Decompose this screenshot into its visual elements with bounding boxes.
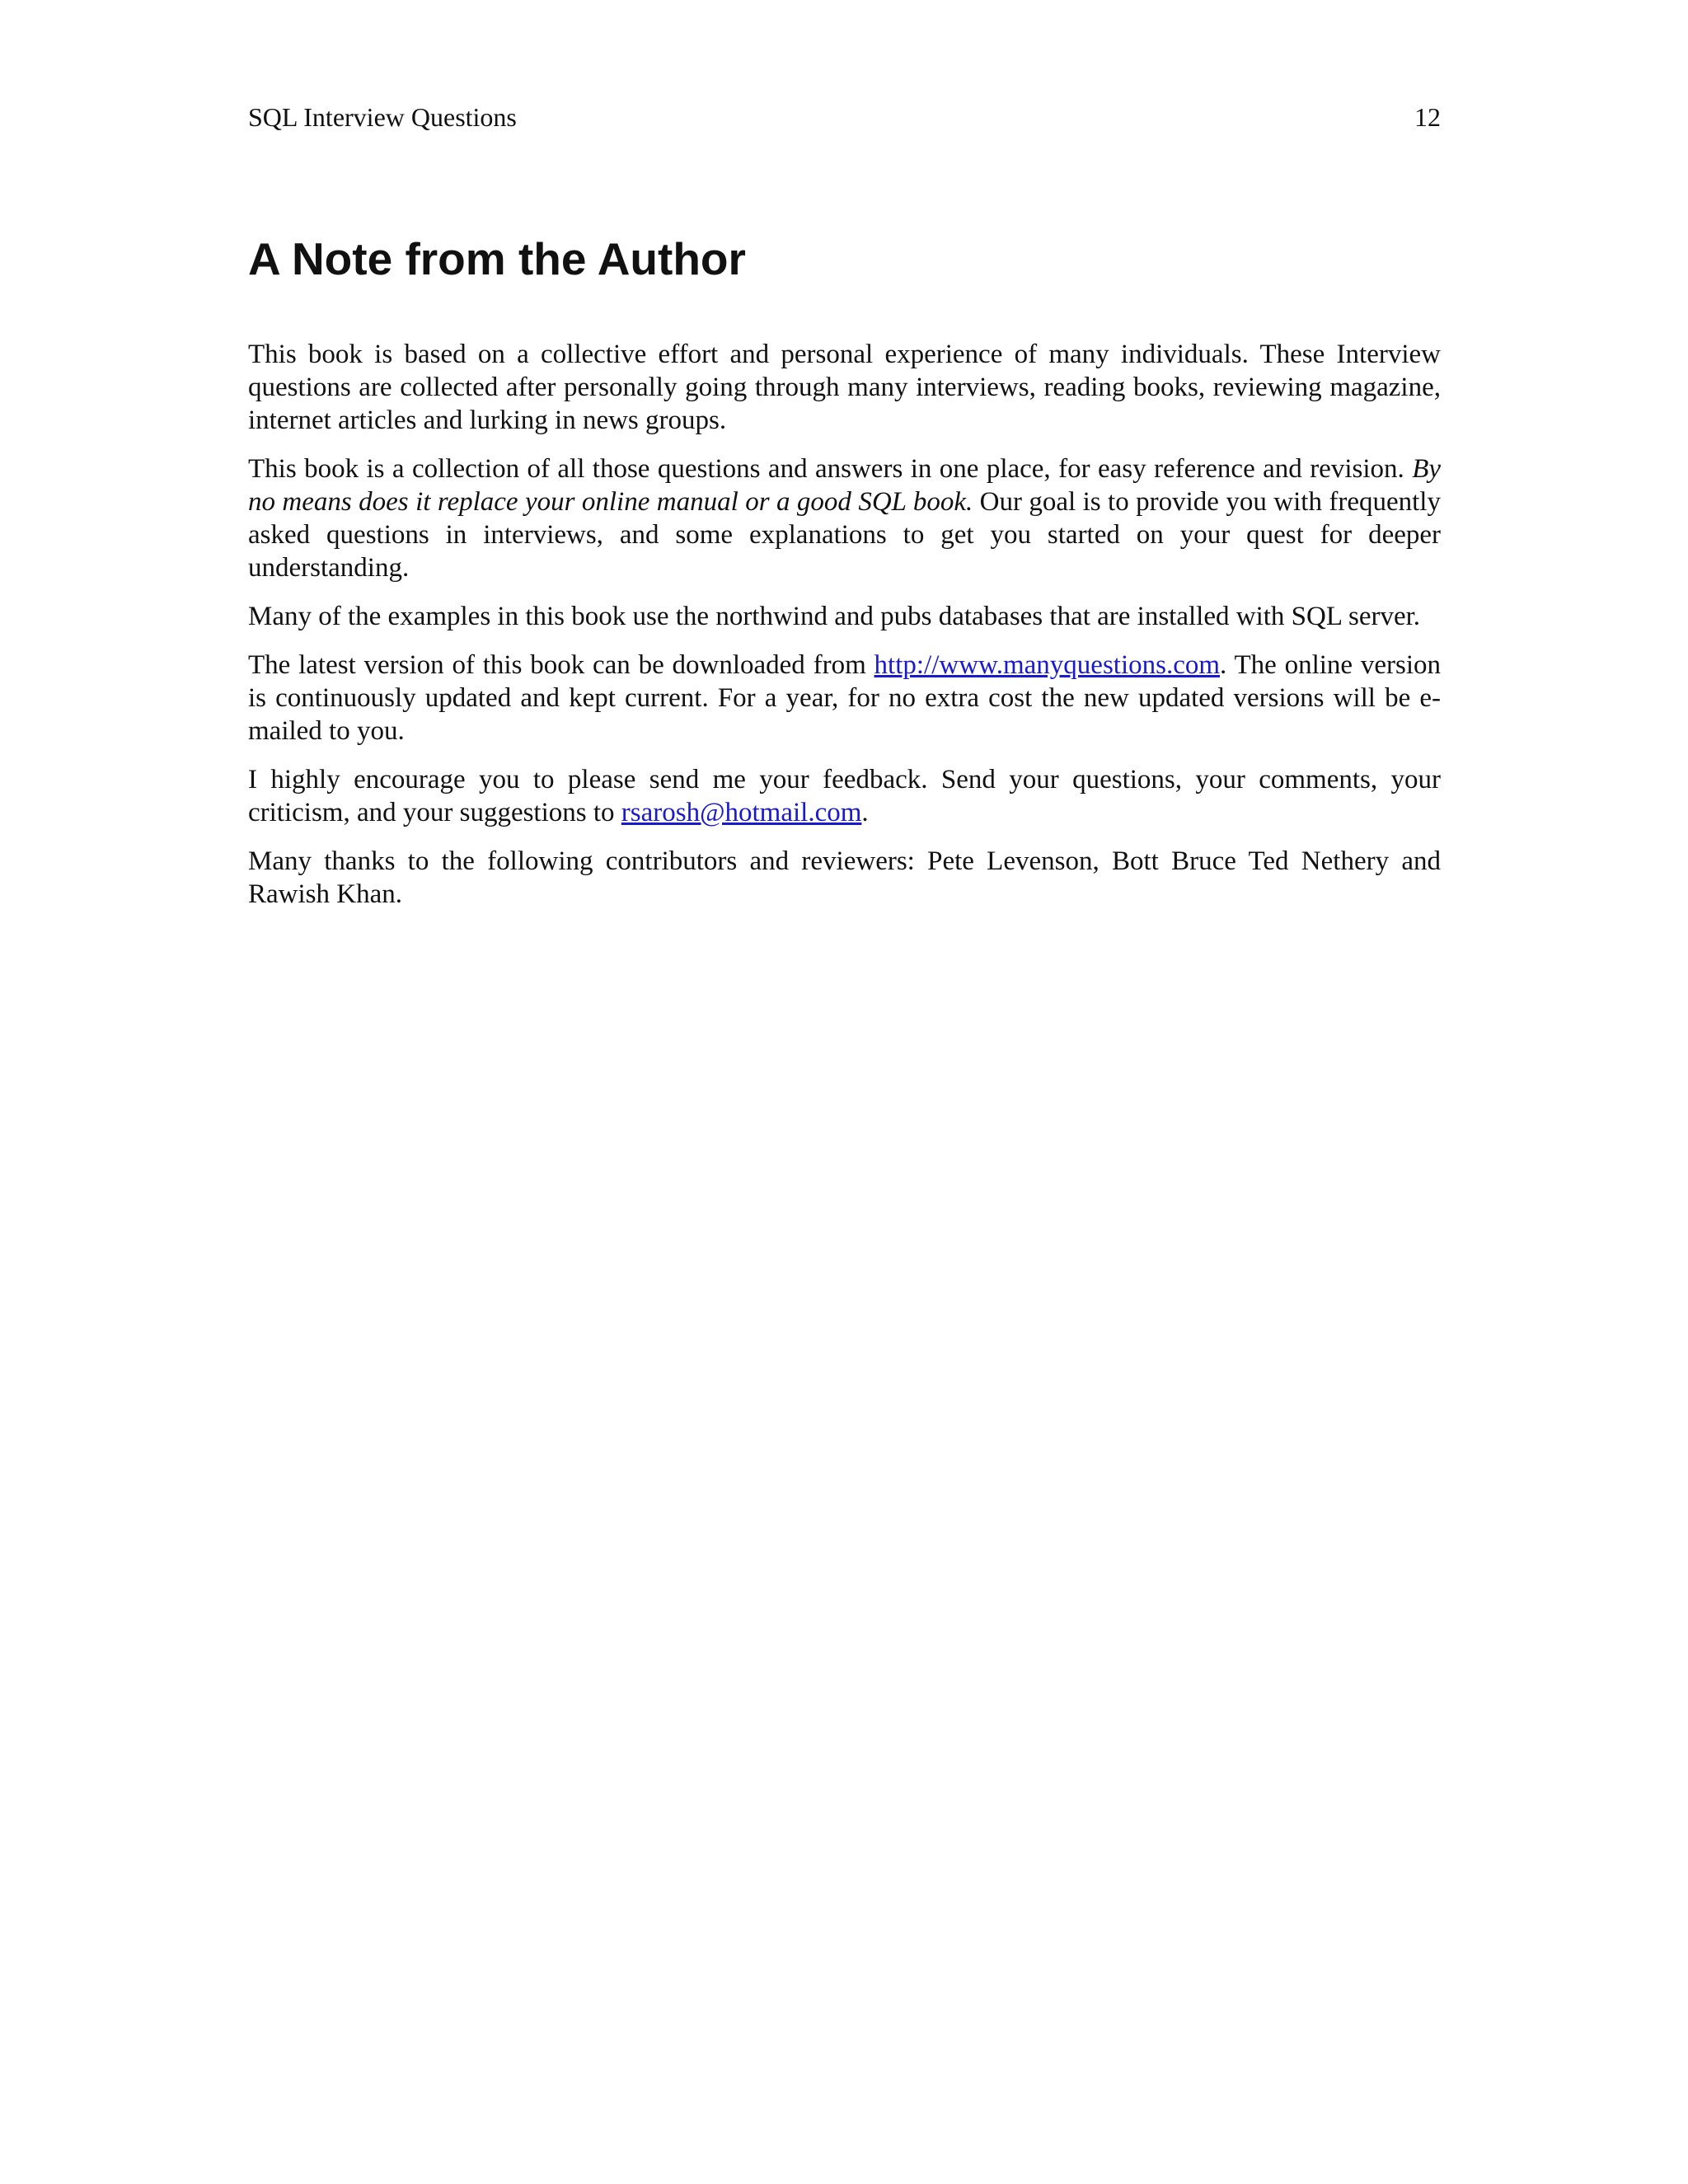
- paragraph-collection-text-end: Our goal is to provide you with frequently asked questions in interviews, and some explanations to get you started on your quest for deeper understanding.: [248, 487, 1441, 583]
- header-title: SQL Interview Questions: [248, 102, 517, 132]
- paragraph-thanks: Many thanks to the following contributors and reviewers: Pete Levenson, Bott Bruce Ted Nethery and Rawish Khan.: [248, 846, 1441, 909]
- paragraph-collection: [248, 452, 1441, 584]
- paragraph-intro: This book is based on a collective effort and personal experience of many individuals. These Interview questions are collected after personally going through many interviews, reading books, reviewing magazine, internet articles and lurking in news groups.: [248, 340, 1441, 435]
- paragraph-collection-italic: By no means does it replace your online manual or a good SQL book.: [248, 454, 1441, 517]
- paragraph-feedback: [248, 763, 1441, 829]
- paragraph-collection-text: This book is a collection of all those questions and answers in one place, for easy reference and revision.: [248, 454, 1413, 484]
- paragraph-latest-version-text: The latest version of this book can be downloaded from: [248, 650, 874, 680]
- paragraph-examples: Many of the examples in this book use the northwind and pubs databases that are installed with SQL server.: [248, 602, 1421, 631]
- paragraph-feedback-text-end: .: [861, 798, 869, 827]
- website-link[interactable]: http://www.manyquestions.com: [874, 650, 1221, 680]
- paragraph-latest-version: [248, 649, 1441, 748]
- paragraph-feedback-text: I highly encourage you to please send me your feedback. Send your questions, your comments, your criticism, and your suggestions to: [248, 765, 1441, 827]
- body-text: [248, 338, 1441, 926]
- running-header: [248, 97, 1441, 137]
- section-heading: A Note from the Author: [248, 233, 746, 284]
- email-link[interactable]: rsarosh@hotmail.com: [621, 798, 862, 827]
- page-number: 12: [1414, 102, 1441, 132]
- paragraph-latest-version-text-end: . The online version is continuously updated and kept current. For a year, for no extra cost the new updated versions will be e-mailed to you.: [248, 650, 1441, 746]
